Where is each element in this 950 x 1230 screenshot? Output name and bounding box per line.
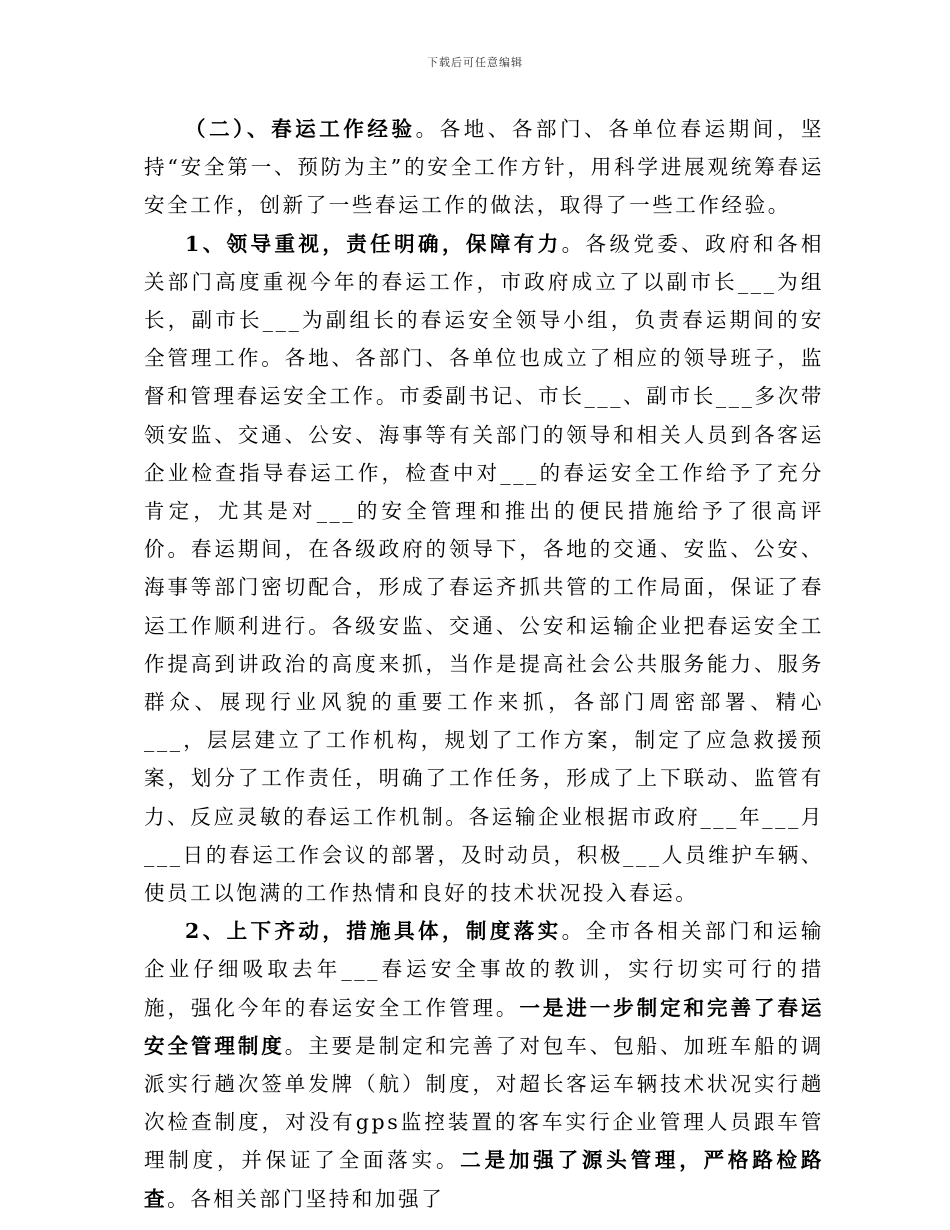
heading-measures: 2、上下齐动，措施具体，制度落实	[185, 919, 562, 944]
paragraph-text: 。各相关部门坚持和加强了	[167, 1186, 445, 1211]
paragraph-leadership	[144, 225, 824, 913]
heading-leadership: 1、领导重视，责任明确，保障有力	[185, 231, 562, 256]
page-header: 下载后可任意编辑	[427, 56, 523, 69]
paragraph-text: 。各地、各部门、各单位春运期间，坚持“安全第一、预防为主”的安全工作方针，用科学进展观统筹春运安全工作，创新了一些春运工作的做法，取得了一些工作经验。	[144, 117, 824, 218]
heading-experience: （二）、春运工作经验	[185, 117, 416, 141]
paragraph-measures	[144, 912, 824, 1218]
paragraph-text: 。主要是制定和完善了对包车、包船、加班车船的调派实行趟次签单发牌（航）制度，对超长客运车辆技术状况实行趟次检查制度，对没有gps监控装置的客车实行企业管理人员跟车管理制度，并保证了全面落实。	[144, 1033, 824, 1173]
paragraph-text: 。全市各相关部门和运输企业仔细吸取去年___春运安全事故的教训，实行切实可行的措施，强化今年的春运安全工作管理。	[144, 919, 824, 1020]
paragraph-experience	[144, 110, 824, 225]
document-body	[144, 110, 824, 1218]
subheading-second: 二是加强了源头管理，严格路检路查	[144, 1148, 824, 1211]
paragraph-text: 。各级党委、政府和各相关部门高度重视今年的春运工作，市政府成立了以副市长___为组长，副市长___为副组长的春运安全领导小组，负责春运期间的安全管理工作。各地、各部门、各单位也成立了相应的领导班子，监督和管理春运安全工作。市委副书记、市长___、副市长___多次带领安监、交通、公安、海事等有关部门的领导和相关人员到各客运企业检查指导春运工作，检查中对___的春运安全工作给予了充分肯定，尤其是对___的安全管理和推出的便民措施给予了很高评价。春运期间，在各级政府的领导下，各地的交通、安监、公安、海事等部门密切配合，形成了春运齐抓共管的工作局面，保证了春运工作顺利进行。各级安监、交通、公安和运输企业把春运安全工作提高到讲政治的高度来抓，当作是提高社会公共服务能力、服务群众、展现行业风貌的重要工作来抓，各部门周密部署、精心___，层层建立了工作机构，规划了工作方案，制定了应急救援预案，划分了工作责任，明确了工作任务，形成了上下联动、监管有力、反应灵敏的春运工作机制。各运输企业根据市政府___年___月___日的春运工作会议的部署，及时动员，积极___人员维护车辆、使员工以饱满的工作热情和良好的技术状况投入春运。	[144, 231, 824, 906]
subheading-first: 一是进一步制定和完善了春运安全管理制度	[144, 995, 824, 1058]
